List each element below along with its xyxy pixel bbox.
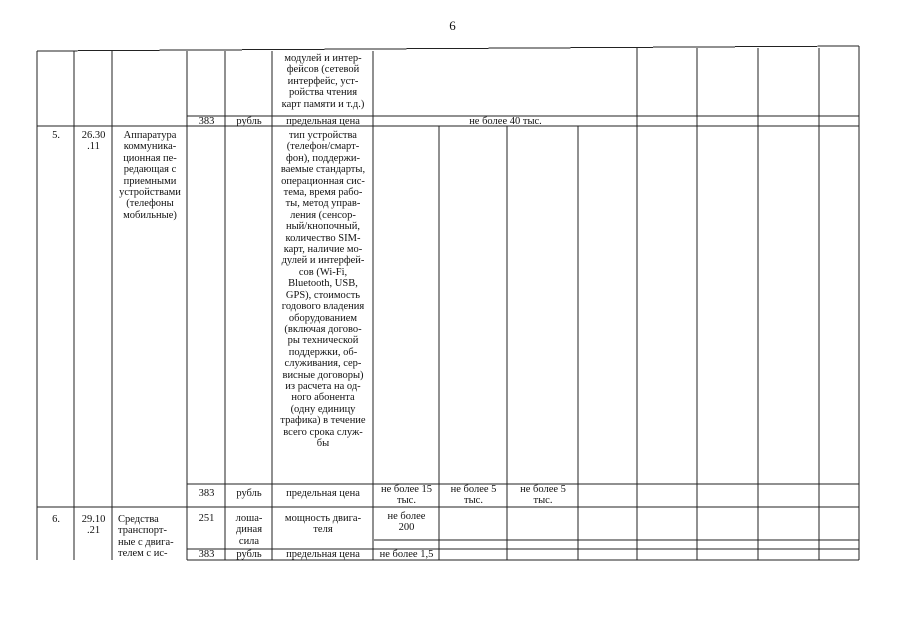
row4-unit: рубль <box>236 116 262 127</box>
row5-unit-code: 383 <box>198 488 215 499</box>
row5-characteristic2: предельная цена <box>286 488 360 499</box>
row6-characteristic-2: предельная цена <box>286 549 360 560</box>
row6-unit-1: лоша- диная сила <box>235 513 263 547</box>
row6-unit-2: рубль <box>236 549 262 560</box>
row6-okpd-code: 29.10 .21 <box>81 514 106 537</box>
row5-okpd-code: 26.30 .11 <box>81 130 106 153</box>
row6-unit-code-2: 383 <box>198 549 215 560</box>
row4-value: не более 40 тыс. <box>469 116 542 127</box>
row6-value-2: не более 1,5 <box>379 549 434 560</box>
row5-value-2: не более 5 тыс. <box>450 484 497 507</box>
row6-value-1: не более 200 <box>387 511 426 534</box>
row5-number: 5. <box>52 130 60 141</box>
row6-characteristic-1: мощность двига- теля <box>284 513 362 536</box>
row4-characteristic2: предельная цена <box>286 116 360 127</box>
row5-value-1: не более 15 тыс. <box>380 484 433 507</box>
row6-name: Средства транспорт- ные с двига- телем с ис- <box>118 514 174 560</box>
row6-unit-code-1: 251 <box>198 513 215 524</box>
row4-characteristic: модулей и интер- фейсов (сетевой интерфейс, уст- ройства чтения карт памяти и т.д.) <box>281 53 365 110</box>
page-number: 6 <box>449 18 456 33</box>
row5-name: Аппаратура коммуника- ционная пе- редающая с приемными устройствами (телефоны мобильные) <box>119 130 181 221</box>
row5-characteristic: тип устройства (телефон/смарт- фон), поддержи- ваемые стандарты, операционная сис- тема, время рабо- ты, метод управ- ления (сенсор- ный/кнопочный, количество SIM- карт, наличие мо- дулей и интерфей- сов (Wi-Fi, Bluetooth, USB, GPS), стоимость годового владения оборудованием (включая догово- ры технической поддержки, об- служивания, сер- висные договоры) из расчета на од- ного абонента (одну единицу трафика) в течение всего срока служ- бы <box>280 130 366 449</box>
row5-value-3: не более 5 тыс. <box>520 484 566 507</box>
row6-number: 6. <box>52 514 60 525</box>
row5-unit: рубль <box>236 488 262 499</box>
row4-unit-code: 383 <box>198 116 215 127</box>
